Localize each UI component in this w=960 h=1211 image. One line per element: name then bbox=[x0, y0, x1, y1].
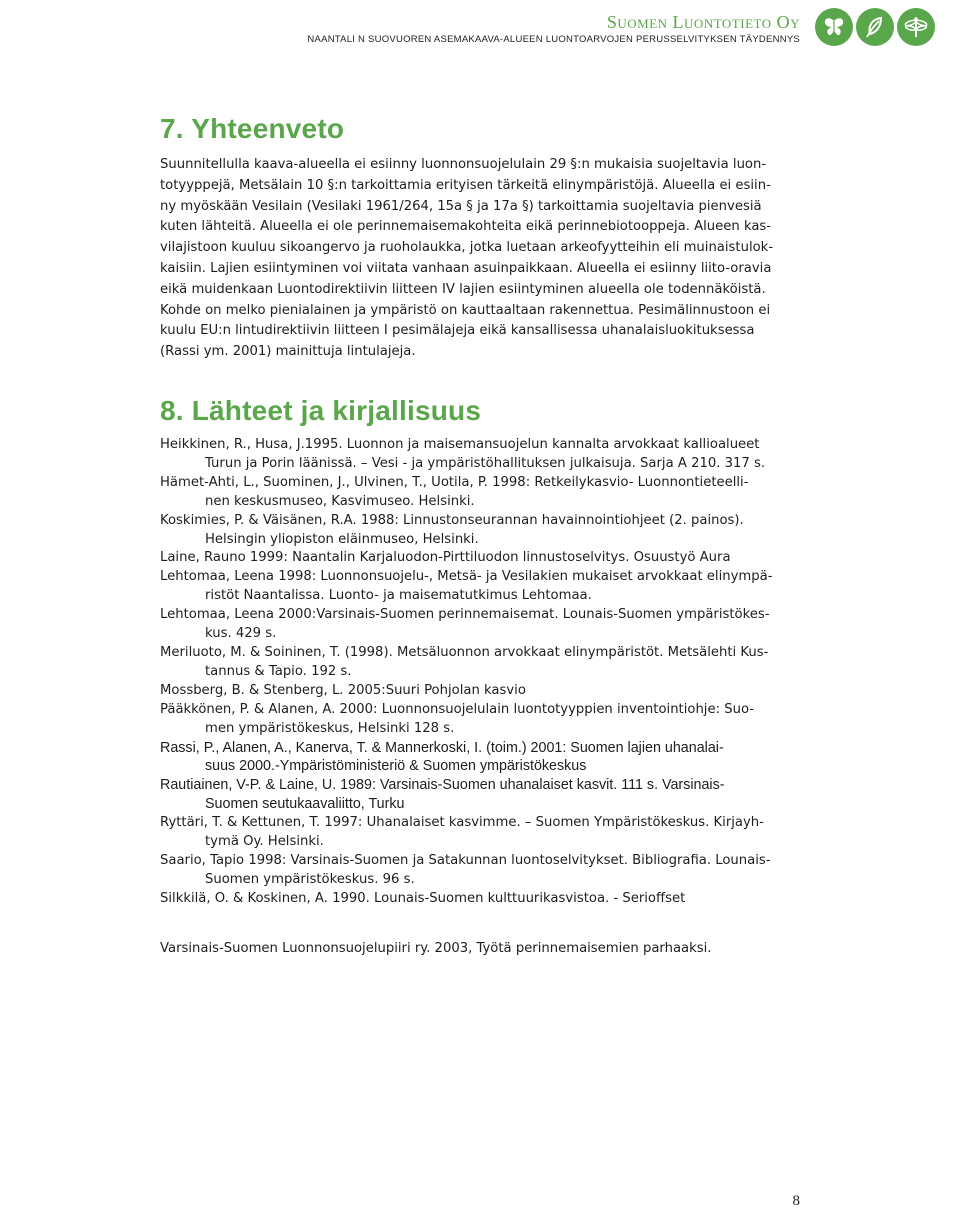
company-name: Suomen Luontotieto Oy bbox=[606, 12, 800, 32]
reference-line: ristöt Naantalissa. Luonto- ja maisematutkimus Lehtomaa. bbox=[205, 588, 592, 604]
reference-item bbox=[160, 568, 820, 606]
reference-line: Helsingin yliopiston eläinmuseo, Helsinki. bbox=[205, 531, 479, 547]
reference-line: tannus & Tapio. 192 s. bbox=[205, 663, 352, 679]
reference-item bbox=[160, 436, 820, 474]
section-heading-summary: 7. Yhteenveto bbox=[160, 113, 345, 144]
summary-line: kuten lähteitä. Alueella ei ole perinnemaisemakohteita eikä perinnebiotooppeja. Alueen kas- bbox=[160, 219, 772, 235]
reference-line: Suomen seutukaavaliitto, Turku bbox=[205, 796, 405, 813]
reference-line: Saario, Tapio 1998: Varsinais-Suomen ja Satakunnan luontoselvitykset. Bibliografia. Lounais- bbox=[160, 852, 771, 868]
reference-line: Heikkinen, R., Husa, J.1995. Luonnon ja maisemansuojelun kannalta arvokkaat kallioalueet bbox=[160, 437, 760, 452]
reference-line: Lehtomaa, Leena 2000:Varsinais-Suomen perinnemaisemat. Lounais-Suomen ympäristökes- bbox=[160, 607, 770, 623]
reference-list bbox=[160, 436, 820, 909]
reference-line: Rautiainen, V-P. & Laine, U. 1989: Varsinais-Suomen uhanalaiset kasvit. 111 s. Varsinais- bbox=[160, 777, 725, 794]
page-number: 8 bbox=[792, 1193, 800, 1209]
reference-line: Turun ja Porin läänissä. – Vesi - ja ympäristöhallituksen julkaisuja. Sarja A 210. 317 s. bbox=[205, 455, 766, 471]
summary-line: eikä muidenkaan Luontodirektiivin liitteen IV lajien esiintyminen alueella ole todennäköistä. bbox=[160, 281, 766, 297]
reference-footer-note: Varsinais-Suomen Luonnonsuojelupiiri ry. 2003, Työtä perinnemaisemien parhaaksi. bbox=[160, 941, 712, 956]
summary-paragraph bbox=[160, 155, 808, 363]
reference-line: Ryttäri, T. & Kettunen, T. 1997: Uhanalaiset kasvimme. – Suomen Ympäristökeskus. Kirjayh- bbox=[160, 815, 764, 831]
reference-item bbox=[160, 474, 820, 512]
reference-line: Meriluoto, M. & Soininen, T. (1998). Metsäluonnon arvokkaat elinympäristöt. Metsälehti Kus- bbox=[160, 644, 769, 660]
reference-line: Laine, Rauno 1999: Naantalin Karjaluodon-Pirttiluodon linnustoselvitys. Osuustyö Aura bbox=[160, 550, 731, 566]
reference-line: Koskimies, P. & Väisänen, R.A. 1988: Linnustonseurannan havainnointiohjeet (2. painos). bbox=[160, 512, 744, 528]
reference-item bbox=[160, 890, 820, 909]
reference-item bbox=[160, 701, 820, 739]
reference-line: kus. 429 s. bbox=[205, 626, 277, 642]
report-subtitle: NAANTALI N SUOVUOREN ASEMAKAAVA-ALUEEN LUONTOARVOJEN PERUSSELVITYKSEN TÄYDENNYS bbox=[307, 34, 800, 45]
reference-item bbox=[160, 549, 820, 568]
reference-line: Silkkilä, O. & Koskinen, A. 1990. Lounais-Suomen kulttuurikasvistoa. - Serioffset bbox=[160, 890, 686, 906]
reference-line: Lehtomaa, Leena 1998: Luonnonsuojelu-, Metsä- ja Vesilakien mukaiset arvokkaat elinympä- bbox=[160, 569, 773, 585]
reference-item bbox=[160, 739, 820, 777]
reference-line: suus 2000.-Ympäristöministeriö & Suomen ympäristökeskus bbox=[205, 758, 587, 775]
summary-line: kaisiin. Lajien esiintyminen voi viitata vanhaan asuinpaikkaan. Alueella ei esiinny liito-oravia bbox=[160, 260, 772, 276]
summary-line: (Rassi ym. 2001) mainittuja lintulajeja. bbox=[160, 344, 416, 360]
summary-line: Suunnitellulla kaava-alueella ei esiinny luonnonsuojelulain 29 §:n mukaisia suojeltavia luon- bbox=[160, 157, 767, 172]
reference-item bbox=[160, 644, 820, 682]
reference-line: Pääkkönen, P. & Alanen, A. 2000: Luonnonsuojelulain luontotyyppien inventointiohje: Suo- bbox=[160, 701, 755, 717]
reference-item bbox=[160, 776, 820, 814]
summary-line: Kohde on melko pienialainen ja ympäristö on kauttaaltaan rakennettua. Pesimälinnustoon ei bbox=[160, 302, 771, 318]
reference-line: Rassi, P., Alanen, A., Kanerva, T. & Mannerkoski, I. (toim.) 2001: Suomen lajien uhanalai- bbox=[160, 739, 724, 756]
summary-line: ny myöskään Vesilain (Vesilaki 1961/264, 15a § ja 17a §) tarkoittamia suojeltavia pienvesiä bbox=[160, 198, 762, 214]
reference-line: tymä Oy. Helsinki. bbox=[205, 834, 324, 850]
summary-line: vilajistoon kuuluu sikoangervo ja ruoholaukka, jotka luetaan arkeofyytteihin eli muinaistulok- bbox=[160, 240, 774, 256]
reference-line: Mossberg, B. & Stenberg, L. 2005:Suuri Pohjolan kasvio bbox=[160, 682, 526, 698]
reference-item bbox=[160, 814, 820, 852]
summary-line: totyyppejä, Metsälain 10 §:n tarkoittamia erityisen tärkeitä elinympäristöjä. Alueella ei esiin- bbox=[160, 177, 771, 193]
summary-line: kuulu EU:n lintudirektiivin liitteen I pesimälajeja eikä kansallisessa uhanalaisluokituksessa bbox=[160, 323, 755, 339]
butterfly-icon bbox=[815, 8, 853, 46]
reference-line: nen keskusmuseo, Kasvimuseo. Helsinki. bbox=[205, 493, 475, 509]
reference-line: Hämet-Ahti, L., Suominen, J., Ulvinen, T., Uotila, P. 1998: Retkeilykasvio- Luonnontieteelli- bbox=[160, 474, 749, 490]
reference-item bbox=[160, 682, 820, 701]
reference-line: men ympäristökeskus, Helsinki 128 s. bbox=[205, 720, 455, 736]
reference-item bbox=[160, 512, 820, 550]
dragonfly-icon bbox=[897, 8, 935, 46]
reference-item bbox=[160, 606, 820, 644]
leaf-icon bbox=[856, 8, 894, 46]
reference-line: Suomen ympäristökeskus. 96 s. bbox=[205, 871, 415, 887]
header-logos bbox=[815, 8, 935, 46]
reference-item bbox=[160, 852, 820, 890]
section-heading-references: 8. Lähteet ja kirjallisuus bbox=[160, 395, 482, 426]
